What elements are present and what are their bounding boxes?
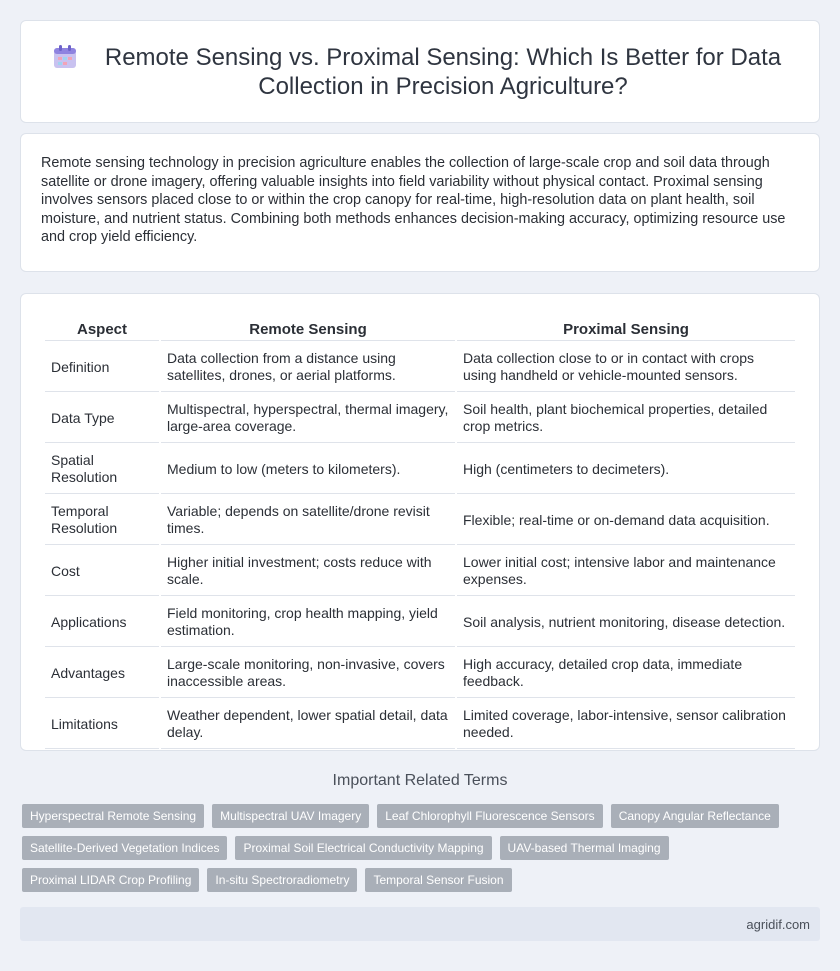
cell-remote: Higher initial investment; costs reduce with scale. <box>161 547 455 596</box>
footer <box>20 907 820 941</box>
cell-proximal: High (centimeters to decimeters). <box>457 445 795 494</box>
intro-card <box>20 133 820 272</box>
table-row <box>45 496 795 545</box>
calendar-icon <box>51 43 79 71</box>
related-term-tag[interactable]: In-situ Spectroradiometry <box>207 868 357 892</box>
column-header-aspect: Aspect <box>45 316 159 341</box>
cell-aspect: Limitations <box>45 700 159 749</box>
related-term-tag[interactable]: Satellite-Derived Vegetation Indices <box>22 836 227 860</box>
cell-aspect: Definition <box>45 343 159 392</box>
table-row <box>45 343 795 392</box>
column-header-remote: Remote Sensing <box>161 316 455 341</box>
related-term-tag[interactable]: Proximal Soil Electrical Conductivity Mapping <box>235 836 491 860</box>
cell-proximal: Soil health, plant biochemical properties, detailed crop metrics. <box>457 394 795 443</box>
header-card <box>20 20 820 123</box>
table-row <box>45 598 795 647</box>
comparison-table-card <box>20 293 820 751</box>
cell-remote: Field monitoring, crop health mapping, yield estimation. <box>161 598 455 647</box>
related-term-tag[interactable]: UAV-based Thermal Imaging <box>500 836 669 860</box>
cell-remote: Medium to low (meters to kilometers). <box>161 445 455 494</box>
page-title: Remote Sensing vs. Proximal Sensing: Which Is Better for Data Collection in Precision Agriculture? <box>104 43 782 100</box>
table-row <box>45 394 795 443</box>
related-terms-list <box>22 804 812 892</box>
intro-paragraph: Remote sensing technology in precision agriculture enables the collection of large-scale crop and soil data through satellite or drone imagery, offering valuable insights into field variability without physical contact. Proximal sensing involves sensors placed close to or within the crop canopy for real-time, high-resolution data on plant health, soil moisture, and nutrient status. Combining both methods enhances decision-making accuracy, optimizing resource use and crop yield efficiency. <box>41 155 786 245</box>
cell-proximal: Flexible; real-time or on-demand data acquisition. <box>457 496 795 545</box>
cell-proximal: Limited coverage, labor-intensive, sensor calibration needed. <box>457 700 795 749</box>
cell-proximal: Soil analysis, nutrient monitoring, disease detection. <box>457 598 795 647</box>
related-term-tag[interactable]: Proximal LIDAR Crop Profiling <box>22 868 199 892</box>
cell-proximal: Data collection close to or in contact with crops using handheld or vehicle-mounted sensors. <box>457 343 795 392</box>
table-row <box>45 547 795 596</box>
related-term-tag[interactable]: Multispectral UAV Imagery <box>212 804 369 828</box>
related-term-tag[interactable]: Hyperspectral Remote Sensing <box>22 804 204 828</box>
footer-site[interactable]: agridif.com <box>746 916 810 932</box>
cell-remote: Variable; depends on satellite/drone revisit times. <box>161 496 455 545</box>
cell-aspect: Temporal Resolution <box>45 496 159 545</box>
related-term-tag[interactable]: Temporal Sensor Fusion <box>365 868 511 892</box>
related-terms-title: Important Related Terms <box>332 772 508 789</box>
cell-aspect: Spatial Resolution <box>45 445 159 494</box>
cell-remote: Multispectral, hyperspectral, thermal imagery, large-area coverage. <box>161 394 455 443</box>
cell-remote: Data collection from a distance using satellites, drones, or aerial platforms. <box>161 343 455 392</box>
cell-proximal: Lower initial cost; intensive labor and maintenance expenses. <box>457 547 795 596</box>
cell-remote: Weather dependent, lower spatial detail, data delay. <box>161 700 455 749</box>
comparison-table <box>43 314 797 751</box>
table-row <box>45 445 795 494</box>
cell-proximal: High accuracy, detailed crop data, immediate feedback. <box>457 649 795 698</box>
related-term-tag[interactable]: Canopy Angular Reflectance <box>611 804 779 828</box>
related-term-tag[interactable]: Leaf Chlorophyll Fluorescence Sensors <box>377 804 602 828</box>
column-header-proximal: Proximal Sensing <box>457 316 795 341</box>
cell-aspect: Cost <box>45 547 159 596</box>
cell-aspect: Data Type <box>45 394 159 443</box>
table-row <box>45 700 795 749</box>
table-row <box>45 649 795 698</box>
table-header-row <box>45 316 795 341</box>
cell-aspect: Advantages <box>45 649 159 698</box>
cell-aspect: Applications <box>45 598 159 647</box>
cell-remote: Large-scale monitoring, non-invasive, covers inaccessible areas. <box>161 649 455 698</box>
